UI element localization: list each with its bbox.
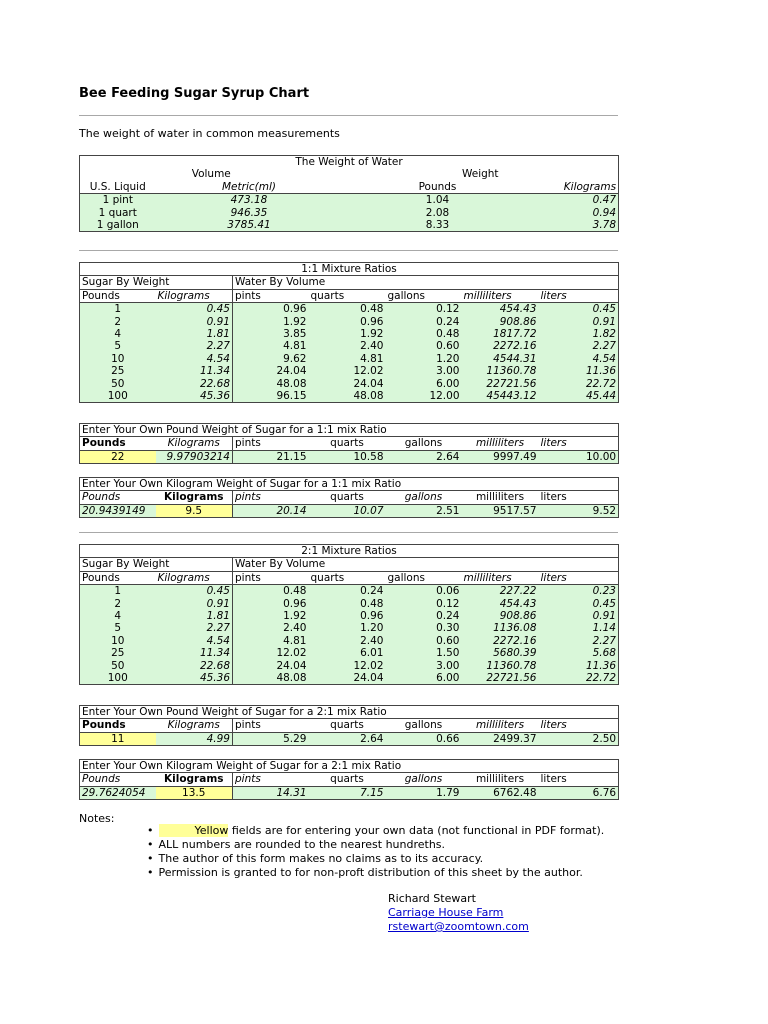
- table-cell: 2272.16: [462, 340, 539, 352]
- column-header: milliliters: [462, 437, 539, 450]
- table-cell: 2.27: [156, 340, 233, 352]
- table-row: [80, 647, 619, 659]
- table-cell: 21.15: [233, 450, 309, 463]
- table-cell: 5680.39: [462, 647, 539, 659]
- table-cell: 0.48: [309, 303, 386, 316]
- table-cell: 1.92: [309, 328, 386, 340]
- table-cell: 5.29: [233, 732, 309, 745]
- divider: [79, 250, 618, 251]
- column-header: milliliters: [462, 491, 539, 504]
- column-header: quarts: [309, 491, 386, 504]
- table-cell: 0.45: [156, 303, 233, 316]
- table-cell: 0.47: [533, 194, 619, 207]
- table-cell: 45.36: [156, 672, 233, 685]
- table-cell: 0.23: [539, 585, 619, 598]
- table-cell: 6.01: [309, 647, 386, 659]
- table-cell: 0.24: [309, 585, 386, 598]
- column-header: quarts: [309, 773, 386, 786]
- column-header: pints: [233, 289, 309, 302]
- table-row: [80, 353, 619, 365]
- table-cell: 4.54: [539, 353, 619, 365]
- list-item: • Permission is granted to for non-proft distribution of this sheet by the author.: [147, 866, 627, 880]
- table-cell: 11.36: [539, 365, 619, 377]
- table-cell: 3.00: [386, 660, 462, 672]
- table-cell: 12.02: [309, 365, 386, 377]
- table-cell: 1.79: [386, 786, 462, 799]
- column-header: quarts: [309, 571, 386, 584]
- pound-entry-1-1-table: [79, 423, 619, 464]
- table-cell: 4: [80, 610, 156, 622]
- column-header: liters: [539, 719, 619, 732]
- table-cell: 29.7624054: [80, 786, 156, 799]
- table-cell: 1.04: [343, 194, 533, 207]
- table-cell: 0.12: [386, 303, 462, 316]
- column-header: Kilograms: [563, 180, 617, 193]
- column-header: Pounds: [80, 773, 156, 786]
- column-header: Pounds: [80, 289, 156, 302]
- column-header: milliliters: [462, 719, 539, 732]
- column-header: Pounds: [80, 719, 156, 732]
- table-cell: 1.14: [539, 622, 619, 634]
- table-row: [80, 732, 619, 745]
- table-title: Enter Your Own Kilogram Weight of Sugar for a 1:1 mix Ratio: [82, 478, 402, 490]
- table-cell: 4.99: [156, 732, 233, 745]
- table-cell: 2.40: [309, 340, 386, 352]
- table-cell: 2499.37: [462, 732, 539, 745]
- table-cell: 2: [80, 598, 156, 610]
- table-cell: 1 quart: [80, 207, 156, 219]
- table-cell: 0.60: [386, 635, 462, 647]
- table-row: [80, 672, 619, 685]
- farm-link[interactable]: Carriage House Farm: [388, 906, 504, 919]
- table-cell: 4.81: [233, 635, 309, 647]
- table-cell: 0.48: [233, 585, 309, 598]
- mix-2-1-table: [79, 544, 619, 685]
- table-cell: 0.12: [386, 598, 462, 610]
- table-cell: 5: [80, 622, 156, 634]
- table-cell: 5.68: [539, 647, 619, 659]
- water-weight-table: [79, 155, 619, 232]
- table-cell: 4.81: [233, 340, 309, 352]
- table-cell: 48.08: [309, 390, 386, 403]
- table-cell: 2.40: [233, 622, 309, 634]
- column-header: gallons: [386, 719, 462, 732]
- table-cell: 0.96: [233, 303, 309, 316]
- table-cell: 7.15: [309, 786, 386, 799]
- table-cell: 3.85: [233, 328, 309, 340]
- table-cell: 8.33: [343, 219, 533, 232]
- table-cell: 1.50: [386, 647, 462, 659]
- table-cell: 9.52: [539, 504, 619, 517]
- table-cell: 0.06: [386, 585, 462, 598]
- table-cell: 1: [80, 303, 156, 316]
- column-header: pints: [233, 719, 309, 732]
- author-block: [388, 892, 529, 934]
- group-header: Weight: [461, 168, 499, 181]
- page-subtitle: The weight of water in common measurements: [79, 127, 340, 140]
- column-header: gallons: [386, 491, 462, 504]
- table-cell: 11360.78: [462, 365, 539, 377]
- column-header: gallons: [386, 289, 462, 302]
- table-cell: 10.58: [309, 450, 386, 463]
- column-header: Kilograms: [156, 289, 233, 302]
- group-header: Water By Volume: [233, 276, 619, 289]
- table-cell: 0.91: [156, 316, 233, 328]
- table-cell: 10.00: [539, 450, 619, 463]
- table-cell: 10.07: [309, 504, 386, 517]
- list-item: [147, 824, 627, 838]
- table-cell: 12.02: [309, 660, 386, 672]
- table-cell: 100: [80, 672, 156, 685]
- group-header: Sugar By Weight: [80, 558, 233, 571]
- table-cell: 11360.78: [462, 660, 539, 672]
- table-cell: 48.08: [233, 378, 309, 390]
- table-cell: 4.54: [156, 353, 233, 365]
- table-cell: 4: [80, 328, 156, 340]
- table-cell: 0.24: [386, 316, 462, 328]
- group-header: Water By Volume: [233, 558, 619, 571]
- table-cell: 9.97903214: [156, 450, 233, 463]
- table-cell: 45.36: [156, 390, 233, 403]
- author-name: Richard Stewart: [388, 892, 476, 905]
- column-header: liters: [539, 571, 619, 584]
- table-row: [80, 390, 619, 403]
- table-row: [80, 207, 619, 219]
- table-cell: 14.31: [233, 786, 309, 799]
- table-row: [80, 598, 619, 610]
- table-cell: 11.36: [539, 660, 619, 672]
- table-cell: 48.08: [233, 672, 309, 685]
- table-cell: 22.72: [539, 378, 619, 390]
- sugar-weight-input[interactable]: 13.5: [156, 786, 233, 799]
- table-cell: 24.04: [233, 660, 309, 672]
- table-cell: 2.50: [539, 732, 619, 745]
- column-header: liters: [539, 437, 619, 450]
- column-header: gallons: [386, 571, 462, 584]
- table-cell: 4.54: [156, 635, 233, 647]
- column-header: Pounds: [418, 180, 457, 193]
- table-row: [80, 219, 619, 232]
- list-item: • ALL numbers are rounded to the nearest hundreths.: [147, 838, 627, 852]
- table-row: [80, 303, 619, 316]
- column-header: pints: [233, 437, 309, 450]
- column-header: U.S. Liquid: [89, 180, 146, 193]
- table-cell: 2.27: [539, 635, 619, 647]
- table-cell: 20.9439149: [80, 504, 156, 517]
- note-text: fields are for entering your own data (not functional in PDF format).: [228, 824, 605, 837]
- table-cell: 12.02: [233, 647, 309, 659]
- table-cell: 20.14: [233, 504, 309, 517]
- column-header: quarts: [309, 437, 386, 450]
- table-title: Enter Your Own Kilogram Weight of Sugar for a 2:1 mix Ratio: [82, 760, 402, 772]
- table-cell: 473.18: [156, 194, 343, 207]
- column-header: quarts: [309, 289, 386, 302]
- kilogram-entry-2-1-table: [79, 759, 619, 800]
- mix-1-1-table: [79, 262, 619, 403]
- table-cell: 0.45: [539, 303, 619, 316]
- column-header: liters: [539, 289, 619, 302]
- divider: [79, 115, 618, 116]
- table-cell: 45.44: [539, 390, 619, 403]
- table-row: [80, 316, 619, 328]
- table-cell: 0.45: [539, 598, 619, 610]
- table-cell: 1.92: [233, 610, 309, 622]
- table-cell: 10: [80, 353, 156, 365]
- column-header: Kilograms: [156, 773, 233, 786]
- table-cell: 2.51: [386, 504, 462, 517]
- table-cell: 4544.31: [462, 353, 539, 365]
- table-cell: 0.96: [233, 598, 309, 610]
- group-header: Volume: [191, 168, 231, 181]
- table-cell: 25: [80, 365, 156, 377]
- table-cell: 454.43: [462, 303, 539, 316]
- table-cell: 1 pint: [80, 194, 156, 207]
- table-cell: 4.81: [309, 353, 386, 365]
- column-header: gallons: [386, 437, 462, 450]
- table-cell: 11.34: [156, 647, 233, 659]
- table-cell: 1.81: [156, 610, 233, 622]
- table-row: [80, 365, 619, 377]
- table-cell: 24.04: [309, 672, 386, 685]
- table-cell: 24.04: [309, 378, 386, 390]
- table-row: [80, 585, 619, 598]
- table-title: The Weight of Water: [295, 156, 403, 168]
- column-header: Pounds: [80, 491, 156, 504]
- table-cell: 0.96: [309, 316, 386, 328]
- column-header: pints: [233, 773, 309, 786]
- table-cell: 96.15: [233, 390, 309, 403]
- column-header: Kilograms: [156, 437, 233, 450]
- column-header: Pounds: [80, 571, 156, 584]
- table-cell: 1.82: [539, 328, 619, 340]
- table-cell: 0.48: [386, 328, 462, 340]
- table-cell: 1.20: [386, 353, 462, 365]
- table-cell: 100: [80, 390, 156, 403]
- table-cell: 0.91: [539, 316, 619, 328]
- table-cell: 12.00: [386, 390, 462, 403]
- table-cell: 5: [80, 340, 156, 352]
- table-cell: 0.94: [533, 207, 619, 219]
- table-cell: 0.91: [539, 610, 619, 622]
- table-row: [80, 378, 619, 390]
- notes-label: Notes:: [79, 812, 115, 825]
- table-title: Enter Your Own Pound Weight of Sugar for a 1:1 mix Ratio: [82, 424, 387, 436]
- sugar-weight-input[interactable]: 9.5: [156, 504, 233, 517]
- table-cell: 22721.56: [462, 378, 539, 390]
- table-cell: 3785.41: [156, 219, 343, 232]
- table-row: [80, 635, 619, 647]
- table-cell: 1 gallon: [80, 219, 156, 232]
- table-cell: 22721.56: [462, 672, 539, 685]
- table-cell: 2.64: [309, 732, 386, 745]
- table-cell: 6.76: [539, 786, 619, 799]
- sugar-weight-input[interactable]: 22: [80, 450, 156, 463]
- table-title: Enter Your Own Pound Weight of Sugar for a 2:1 mix Ratio: [82, 706, 387, 718]
- table-cell: 22.68: [156, 660, 233, 672]
- table-cell: 0.48: [309, 598, 386, 610]
- column-header: gallons: [386, 773, 462, 786]
- table-cell: 908.86: [462, 316, 539, 328]
- table-cell: 2.08: [343, 207, 533, 219]
- table-cell: 0.30: [386, 622, 462, 634]
- column-header: Metric(ml): [222, 180, 276, 193]
- divider: [79, 532, 618, 533]
- column-header: milliliters: [462, 773, 539, 786]
- kilogram-entry-1-1-table: [79, 477, 619, 518]
- table-cell: 0.60: [386, 340, 462, 352]
- table-cell: 908.86: [462, 610, 539, 622]
- table-cell: 2.27: [539, 340, 619, 352]
- sugar-weight-input[interactable]: 11: [80, 732, 156, 745]
- table-cell: 454.43: [462, 598, 539, 610]
- table-cell: 50: [80, 378, 156, 390]
- table-row: [80, 450, 619, 463]
- column-header: milliliters: [462, 289, 539, 302]
- table-cell: 2.40: [309, 635, 386, 647]
- table-cell: 0.91: [156, 598, 233, 610]
- table-row: [80, 622, 619, 634]
- table-cell: 6.00: [386, 378, 462, 390]
- table-cell: 1.20: [309, 622, 386, 634]
- table-cell: 25: [80, 647, 156, 659]
- email-link[interactable]: rstewart@zoomtown.com: [388, 920, 529, 933]
- notes-list: [147, 824, 627, 880]
- table-row: [80, 610, 619, 622]
- column-header: liters: [539, 773, 619, 786]
- list-item: • The author of this form makes no claims as to its accuracy.: [147, 852, 627, 866]
- table-cell: 0.24: [386, 610, 462, 622]
- column-header: pints: [233, 491, 309, 504]
- table-cell: 9997.49: [462, 450, 539, 463]
- column-header: Pounds: [80, 437, 156, 450]
- column-header: Kilograms: [156, 571, 233, 584]
- table-row: [80, 194, 619, 207]
- table-row: [80, 504, 619, 517]
- notes-section: [79, 812, 605, 879]
- column-header: Kilograms: [156, 491, 233, 504]
- table-cell: 3.78: [533, 219, 619, 232]
- pound-entry-2-1-table: [79, 705, 619, 746]
- table-row: [80, 328, 619, 340]
- table-cell: 45443.12: [462, 390, 539, 403]
- table-title: 2:1 Mixture Ratios: [301, 545, 397, 557]
- table-cell: 2.64: [386, 450, 462, 463]
- table-cell: 6.00: [386, 672, 462, 685]
- table-cell: 227.22: [462, 585, 539, 598]
- table-cell: 1817.72: [462, 328, 539, 340]
- table-row: [80, 340, 619, 352]
- table-cell: 2: [80, 316, 156, 328]
- table-cell: 3.00: [386, 365, 462, 377]
- table-row: [80, 660, 619, 672]
- table-cell: 2.27: [156, 622, 233, 634]
- table-cell: 1: [80, 585, 156, 598]
- group-header: Sugar By Weight: [80, 276, 233, 289]
- table-cell: 22.72: [539, 672, 619, 685]
- column-header: milliliters: [462, 571, 539, 584]
- table-cell: 6762.48: [462, 786, 539, 799]
- table-cell: 2272.16: [462, 635, 539, 647]
- column-header: quarts: [309, 719, 386, 732]
- table-cell: 10: [80, 635, 156, 647]
- table-cell: 0.45: [156, 585, 233, 598]
- table-cell: 1.92: [233, 316, 309, 328]
- table-cell: 946.35: [156, 207, 343, 219]
- table-cell: 24.04: [233, 365, 309, 377]
- table-title: 1:1 Mixture Ratios: [301, 263, 397, 275]
- table-cell: 0.96: [309, 610, 386, 622]
- table-cell: 1136.08: [462, 622, 539, 634]
- table-row: [80, 786, 619, 799]
- table-cell: 0.66: [386, 732, 462, 745]
- table-cell: 9.62: [233, 353, 309, 365]
- table-cell: 50: [80, 660, 156, 672]
- table-cell: 22.68: [156, 378, 233, 390]
- page-title: Bee Feeding Sugar Syrup Chart: [79, 86, 310, 101]
- table-cell: 1.81: [156, 328, 233, 340]
- table-cell: 9517.57: [462, 504, 539, 517]
- column-header: Kilograms: [156, 719, 233, 732]
- table-cell: 11.34: [156, 365, 233, 377]
- column-header: pints: [233, 571, 309, 584]
- yellow-swatch-label: Yellow: [159, 824, 229, 837]
- column-header: liters: [539, 491, 619, 504]
